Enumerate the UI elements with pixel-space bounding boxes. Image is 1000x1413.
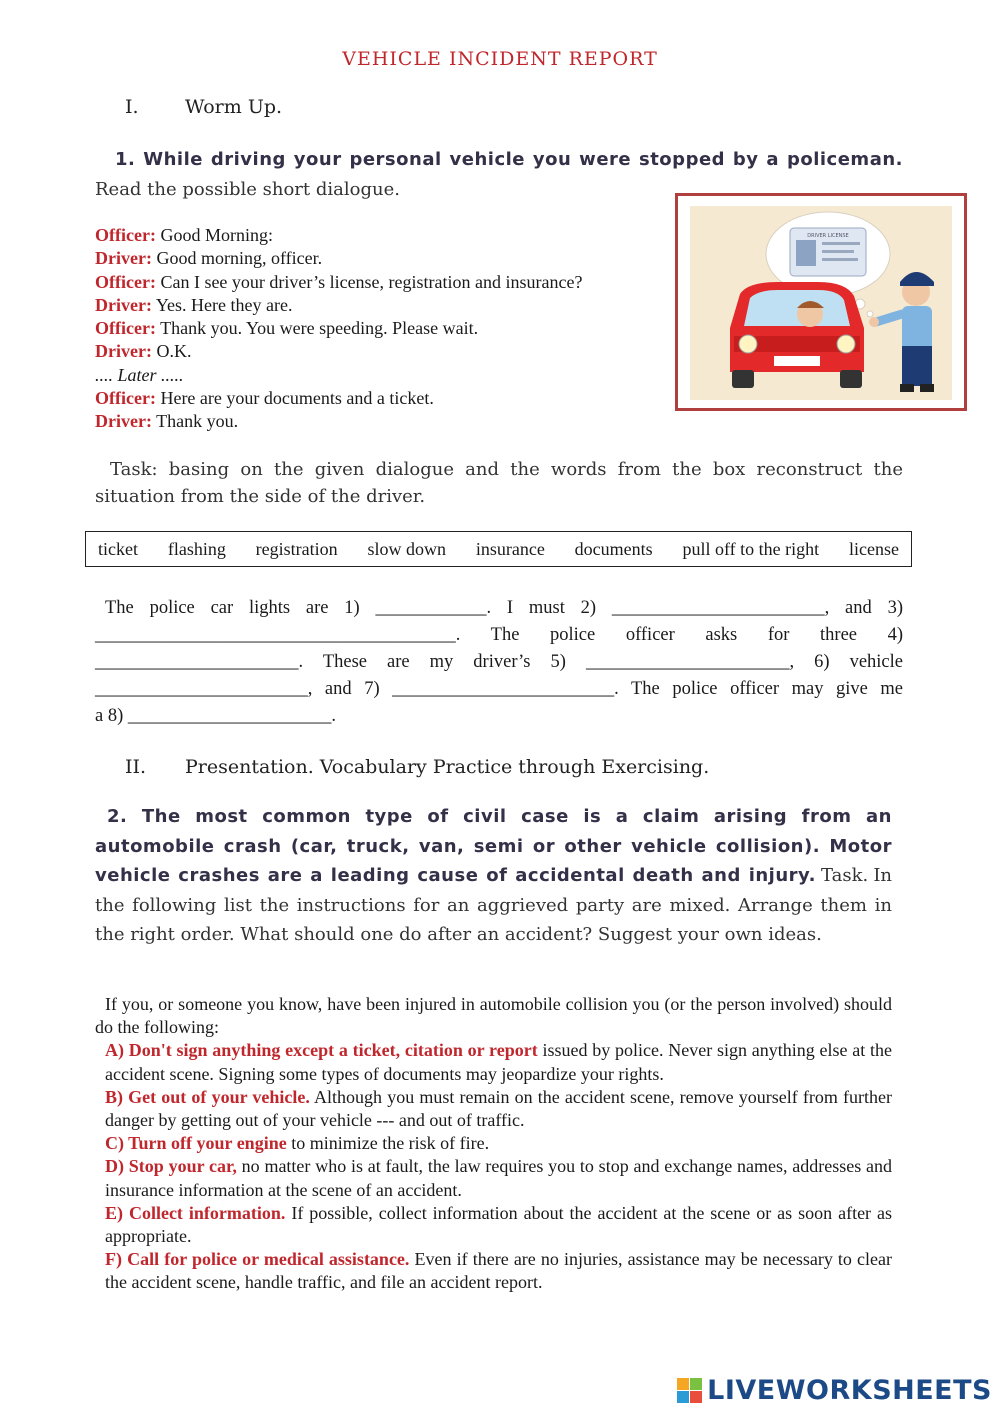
- dialogue-speaker: Officer:: [95, 271, 156, 292]
- dialogue-speaker: Officer:: [95, 225, 156, 245]
- question-2-task-label: Task.: [821, 865, 869, 886]
- question-1-instruction: Read the possible short dialogue.: [95, 179, 400, 200]
- dialogue-speaker: Driver:: [95, 294, 152, 315]
- instruction-item: [95, 1248, 892, 1294]
- liveworksheets-logo[interactable]: [677, 1375, 992, 1406]
- dialogue-text: Good Morning:: [160, 225, 273, 245]
- dialogue-speaker: Driver:: [95, 341, 152, 362]
- word-box-item: pull off to the right: [682, 538, 820, 559]
- question-2: [95, 803, 892, 951]
- dialogue-speaker: Driver:: [95, 411, 152, 432]
- traffic-stop-illustration: [675, 193, 967, 411]
- fill-line[interactable]: The police car lights are 1) ____________. I must 2) _______________________, and 3): [105, 598, 903, 618]
- word-box-item: flashing: [167, 538, 226, 559]
- dialogue-text: Thank you.: [156, 411, 239, 432]
- word-box-item: ticket: [98, 538, 138, 559]
- dialogue-speaker: Officer:: [95, 318, 156, 339]
- word-box: [85, 531, 912, 567]
- word-box-item: license: [849, 538, 899, 559]
- instructions-intro: If you, or someone you know, have been injured in automobile collision you (or the person involved) should do the following:: [95, 994, 892, 1038]
- instruction-item: [95, 1039, 892, 1085]
- dialogue-line: [95, 340, 665, 363]
- section-1-heading: [125, 96, 282, 118]
- dialogue-text: O.K.: [156, 341, 192, 362]
- instruction-text: to minimize the risk of fire.: [286, 1133, 490, 1154]
- instruction-item: [95, 1155, 892, 1201]
- task-1-label: Task:: [110, 459, 158, 480]
- fill-line[interactable]: _______________________, and 7) ________________________. The police officer may give me: [95, 679, 903, 699]
- instruction-label: E) Collect information.: [105, 1202, 286, 1223]
- section-1-title: Worm Up.: [185, 96, 283, 118]
- dialogue-text: Can I see your driver’s license, registration and insurance?: [160, 271, 583, 292]
- section-1-number: I.: [125, 96, 139, 118]
- dialogue-line: [95, 317, 665, 340]
- dialogue-line: [95, 247, 665, 270]
- dialogue-line: [95, 271, 665, 294]
- question-2-instruction: In the following list the instructions for an aggrieved party are mixed. Arrange them in the right order. What should one do after an accident? Suggest your own ideas.: [95, 865, 893, 945]
- fill-line[interactable]: a 8) ______________________.: [95, 706, 336, 726]
- dialogue-speaker: Driver:: [95, 248, 152, 269]
- question-1-heading: 1. While driving your personal vehicle you were stopped by a policeman.: [115, 149, 903, 170]
- dialogue-line: [95, 410, 665, 433]
- task-1-text: basing on the given dialogue and the words from the box reconstruct the situation from the side of the driver.: [95, 459, 903, 507]
- instruction-text: no matter who is at fault, the law requires you to stop and exchange names, addresses and insurance information at the scene of an accident.: [105, 1156, 893, 1200]
- instruction-label: F) Call for police or medical assistance.: [105, 1249, 410, 1270]
- instruction-label: D) Stop your car,: [105, 1156, 237, 1177]
- license-card-label: DRIVER LICENSE: [807, 233, 849, 239]
- logo-text: LIVEWORKSHEETS: [707, 1375, 992, 1406]
- police-car-illustration-svg: [678, 196, 964, 408]
- instruction-text: issued by police. Never sign anything else at the accident scene. Signing some types of documents may jeopardize your rights.: [105, 1040, 892, 1084]
- section-2-title: Presentation. Vocabulary Practice through Exercising.: [185, 756, 710, 778]
- instruction-label: C) Turn off your engine: [105, 1133, 287, 1154]
- instruction-text: If possible, collect information about the accident at the scene or as soon after as appropriate.: [105, 1202, 893, 1247]
- instruction-text: Although you must remain on the accident scene, remove yourself from further danger by getting out of your vehicle --- and out of traffic.: [105, 1086, 892, 1131]
- dialogue-text: Good morning, officer.: [156, 248, 323, 269]
- fill-in-exercise: [95, 595, 903, 730]
- dialogue-later: .... Later .....: [95, 364, 184, 385]
- instruction-label: B) Get out of your vehicle.: [105, 1086, 310, 1107]
- task-1: [95, 456, 903, 510]
- instruction-item: [95, 1086, 892, 1132]
- dialogue: [95, 224, 665, 434]
- question-2-heading: 2. The most common type of civil case is a claim arising from an automobile crash (car, truck, van, semi or other vehicle collision). Motor vehicle crashes are a leading cause of accidental death and injury.: [95, 806, 892, 886]
- dialogue-line: [95, 364, 665, 387]
- word-box-item: registration: [255, 538, 338, 559]
- dialogue-text: Thank you. You were speeding. Please wait.: [160, 318, 479, 339]
- section-2-heading: [125, 756, 709, 778]
- dialogue-text: Here are your documents and a ticket.: [160, 388, 434, 409]
- liveworksheets-logo-icon: [677, 1378, 703, 1404]
- dialogue-line: [95, 224, 665, 247]
- section-2-number: II.: [125, 756, 147, 778]
- instruction-item: [95, 1202, 892, 1248]
- instruction-text: Even if there are no injuries, assistance may be necessary to clear the accident scene, handle traffic, and file an accident report.: [105, 1249, 893, 1293]
- word-box-item: documents: [574, 538, 653, 559]
- word-box-item: insurance: [475, 538, 545, 559]
- fill-line[interactable]: ______________________. These are my driver’s 5) ______________________, 6) vehicle: [95, 652, 903, 672]
- dialogue-line: [95, 387, 665, 410]
- dialogue-speaker: Officer:: [95, 388, 156, 409]
- instruction-item: [95, 1132, 892, 1155]
- page-title: VEHICLE INCIDENT REPORT: [342, 48, 658, 70]
- instruction-label: A) Don't sign anything except a ticket, citation or report: [105, 1040, 538, 1061]
- fill-line[interactable]: _______________________________________. The police officer asks for three 4): [95, 625, 903, 645]
- instructions-list: [95, 993, 892, 1295]
- dialogue-text: Yes. Here they are.: [155, 294, 293, 315]
- word-box-item: slow down: [367, 538, 447, 559]
- dialogue-line: [95, 294, 665, 317]
